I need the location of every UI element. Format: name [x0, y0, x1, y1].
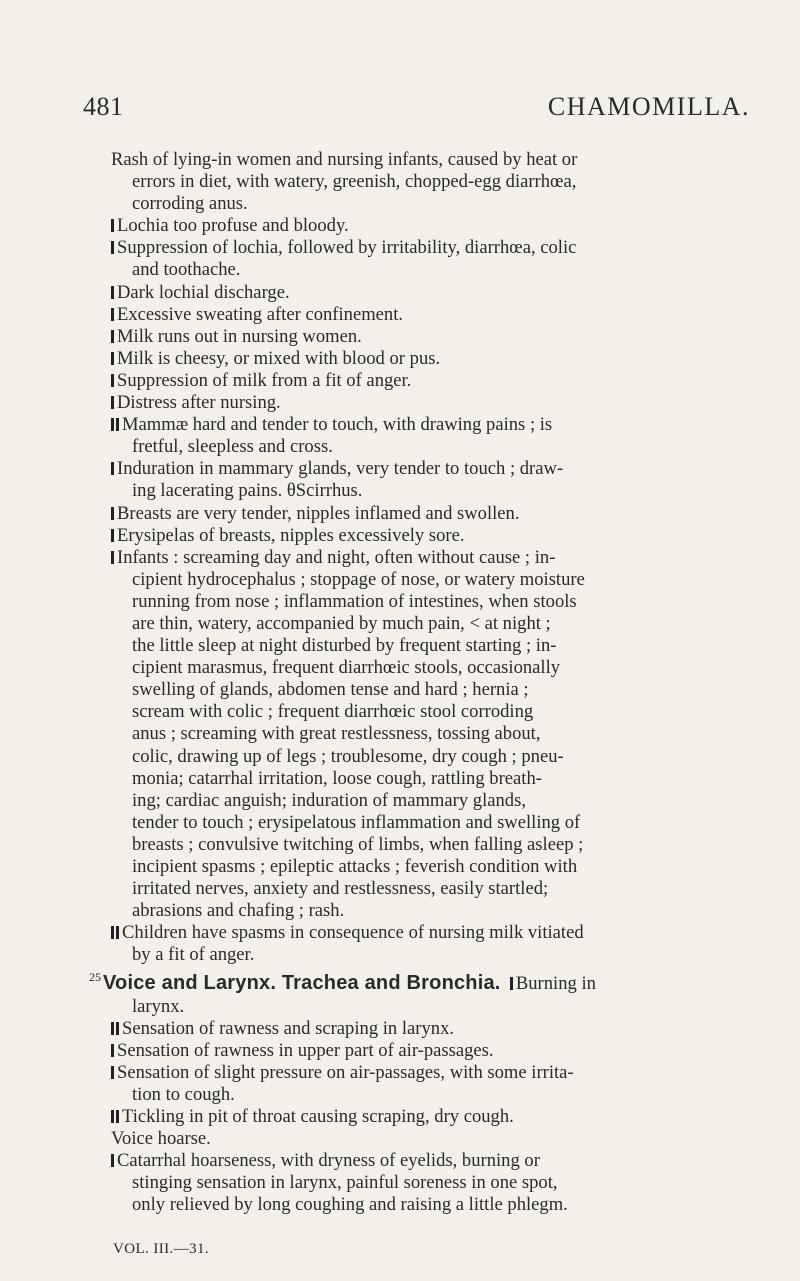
entry-line — [111, 569, 723, 591]
entry-line — [111, 436, 723, 458]
entry-line — [111, 237, 723, 259]
entry-line — [111, 392, 723, 414]
entry-text: Sensation of rawness and scraping in larynx. — [122, 1017, 455, 1039]
entry-paragraph — [111, 237, 723, 281]
entry-paragraph — [111, 348, 723, 370]
entry-text: Sensation of slight pressure on air-passages, with some irrita- — [117, 1061, 574, 1083]
entry-text: corroding anus. — [132, 193, 248, 215]
section-number: 25 — [89, 970, 101, 985]
entry-paragraph — [111, 282, 723, 304]
entry-paragraph — [111, 458, 723, 502]
entry-text: Excessive sweating after confinement. — [117, 303, 404, 325]
entry-line — [111, 525, 723, 547]
emphasis-mark — [111, 1066, 114, 1079]
entry-paragraph — [111, 503, 723, 525]
emphasis-mark — [116, 1022, 119, 1035]
entry-paragraph — [111, 215, 723, 237]
entry-text: Suppression of lochia, followed by irritability, diarrhœa, colic — [117, 237, 577, 259]
entry-paragraph — [111, 1040, 723, 1062]
volume-signature: VOL. III.—31. — [113, 1241, 210, 1257]
entry-text: fretful, sleepless and cross. — [132, 436, 333, 458]
entry-line — [111, 370, 723, 392]
entry-paragraph — [111, 304, 723, 326]
entry-text: Mammæ hard and tender to touch, with drawing pains ; is — [122, 414, 553, 436]
entry-text: ing; cardiac anguish; induration of mammary glands, — [132, 789, 526, 811]
entry-line — [111, 259, 723, 281]
entry-text: incipient spasms ; epileptic attacks ; feverish condition with — [132, 856, 578, 877]
entry-paragraph — [111, 547, 723, 923]
entry-text: Induration in mammary glands, very tender to touch ; draw- — [117, 458, 564, 480]
emphasis-mark — [111, 330, 114, 343]
entry-line — [111, 1150, 723, 1172]
section-entry-list — [111, 1018, 723, 1217]
entry-line — [111, 480, 723, 502]
entry-line — [111, 503, 723, 525]
entry-line — [111, 790, 723, 812]
entry-text: Milk runs out in nursing women. — [117, 325, 362, 347]
entry-line — [111, 1194, 723, 1216]
section-heading-line — [89, 966, 723, 995]
emphasis-mark — [111, 1044, 114, 1057]
entry-line — [111, 1062, 723, 1084]
entry-text: monia; catarrhal irritation, loose cough, rattling breath- — [132, 767, 542, 789]
entry-line — [111, 591, 723, 613]
entry-text: irritated nerves, anxiety and restlessness, easily startled; — [132, 878, 549, 900]
entry-text: running from nose ; inflammation of intestines, when stools — [132, 590, 577, 612]
body-text — [89, 149, 723, 1217]
entry-line — [111, 812, 723, 834]
entry-line — [111, 878, 723, 900]
entry-line — [111, 944, 723, 966]
entry-text: cipient marasmus, frequent diarrhœic stools, occasionally — [132, 657, 561, 679]
entry-line — [111, 193, 723, 215]
entry-text: the little sleep at night disturbed by frequent starting ; in- — [132, 635, 557, 657]
entry-text: colic, drawing up of legs ; troublesome, dry cough ; pneu- — [132, 745, 564, 767]
emphasis-mark — [111, 396, 114, 409]
emphasis-mark — [111, 286, 114, 299]
entry-line — [111, 326, 723, 348]
emphasis-mark — [510, 977, 513, 990]
emphasis-mark — [116, 1110, 119, 1123]
entry-line — [111, 1018, 723, 1040]
emphasis-mark — [111, 1110, 114, 1123]
entry-line — [111, 304, 723, 326]
entry-text: tion to cough. — [132, 1083, 235, 1105]
entry-line — [111, 723, 723, 745]
entry-paragraph — [111, 370, 723, 392]
entry-line — [111, 414, 723, 436]
section-first-cont: larynx. — [132, 995, 185, 1017]
emphasis-mark — [111, 462, 114, 475]
entry-line — [111, 458, 723, 480]
entry-text: anus ; screaming with great restlessness, tossing about, — [132, 723, 541, 745]
entry-line — [111, 1106, 723, 1128]
entry-line — [111, 900, 723, 922]
emphasis-mark — [111, 1154, 114, 1167]
entry-text: Breasts are very tender, nipples inflamed and swollen. — [117, 502, 520, 524]
entry-line — [111, 1084, 723, 1106]
entry-text: Voice hoarse. — [111, 1128, 211, 1150]
entry-text: Distress after nursing. — [117, 392, 281, 414]
page-number: 481 — [83, 92, 124, 121]
entry-paragraph — [111, 392, 723, 414]
entry-text: Suppression of milk from a fit of anger. — [117, 369, 412, 391]
entry-paragraph — [111, 1150, 723, 1216]
entry-line — [111, 1040, 723, 1062]
entry-text: Infants : screaming day and night, often without cause ; in- — [117, 546, 556, 568]
page-header — [0, 92, 800, 132]
entry-paragraph — [111, 326, 723, 348]
entry-text: and toothache. — [132, 259, 241, 281]
entry-paragraph — [111, 414, 723, 458]
entry-text: are thin, watery, accompanied by much pain, < at night ; — [132, 612, 551, 634]
entry-paragraph — [111, 149, 723, 215]
entry-list — [111, 149, 723, 966]
entry-text: Erysipelas of breasts, nipples excessively sore. — [117, 524, 465, 546]
entry-text: Sensation of rawness in upper part of air-passages. — [117, 1039, 494, 1061]
emphasis-mark — [116, 926, 119, 939]
entry-text: Catarrhal hoarseness, with dryness of eyelids, burning or — [117, 1150, 540, 1172]
entry-line — [111, 922, 723, 944]
emphasis-mark — [111, 418, 114, 431]
emphasis-mark — [111, 219, 114, 232]
entry-text: stinging sensation in larynx, painful soreness in one spot, — [132, 1172, 558, 1194]
entry-text: by a fit of anger. — [132, 944, 255, 966]
entry-line — [111, 635, 723, 657]
emphasis-mark — [116, 418, 119, 431]
entry-text: errors in diet, with watery, greenish, chopped-egg diarrhœa, — [132, 171, 577, 193]
entry-text: Milk is cheesy, or mixed with blood or pus. — [117, 347, 441, 369]
emphasis-mark — [111, 352, 114, 365]
emphasis-mark — [111, 308, 114, 321]
emphasis-mark — [111, 926, 114, 939]
entry-line — [111, 1128, 723, 1150]
entry-line — [111, 171, 723, 193]
entry-paragraph — [111, 1106, 723, 1128]
section-heading: Voice and Larynx. Trachea and Bronchia. — [103, 972, 501, 995]
entry-text: Children have spasms in consequence of nursing milk vitiated — [122, 922, 584, 944]
entry-line — [111, 149, 723, 171]
entry-line — [111, 701, 723, 723]
entry-line — [111, 746, 723, 768]
entry-text: Tickling in pit of throat causing scraping, dry cough. — [122, 1106, 514, 1128]
entry-text: Lochia too profuse and bloody. — [117, 215, 349, 237]
entry-text: abrasions and chafing ; rash. — [132, 900, 345, 922]
section-paragraph — [89, 966, 723, 1017]
entry-line — [111, 282, 723, 304]
entry-paragraph — [111, 1128, 723, 1150]
emphasis-mark — [111, 529, 114, 542]
entry-text: Rash of lying-in women and nursing infants, caused by heat or — [111, 149, 578, 170]
entry-line — [111, 547, 723, 569]
entry-paragraph — [111, 525, 723, 547]
entry-text: tender to touch ; erysipelatous inflammation and swelling of — [132, 811, 581, 833]
entry-paragraph — [111, 1018, 723, 1040]
section-first-text: Burning in — [515, 973, 596, 995]
emphasis-mark — [111, 241, 114, 254]
entry-line — [111, 768, 723, 790]
entry-line — [111, 613, 723, 635]
emphasis-mark — [111, 507, 114, 520]
emphasis-mark — [111, 551, 114, 564]
entry-line — [111, 215, 723, 237]
entry-text: swelling of glands, abdomen tense and hard ; hernia ; — [132, 679, 529, 701]
entry-text: breasts ; convulsive twitching of limbs, when falling asleep ; — [132, 833, 584, 855]
entry-text: cipient hydrocephalus ; stoppage of nose, or watery moisture — [132, 568, 585, 590]
running-title: CHAMOMILLA. — [547, 92, 750, 121]
entry-line — [111, 657, 723, 679]
entry-line — [111, 856, 723, 878]
entry-line — [111, 1172, 723, 1194]
entry-text: ing lacerating pains. θScirrhus. — [132, 480, 363, 502]
entry-text: Dark lochial discharge. — [117, 281, 290, 303]
entry-paragraph — [111, 1062, 723, 1106]
entry-text: scream with colic ; frequent diarrhœic stool corroding — [132, 701, 534, 723]
entry-line — [111, 834, 723, 856]
emphasis-mark — [111, 1022, 114, 1035]
entry-line — [111, 679, 723, 701]
entry-paragraph — [111, 922, 723, 966]
entry-line — [111, 348, 723, 370]
entry-text: only relieved by long coughing and raising a little phlegm. — [132, 1194, 568, 1216]
emphasis-mark — [111, 374, 114, 387]
